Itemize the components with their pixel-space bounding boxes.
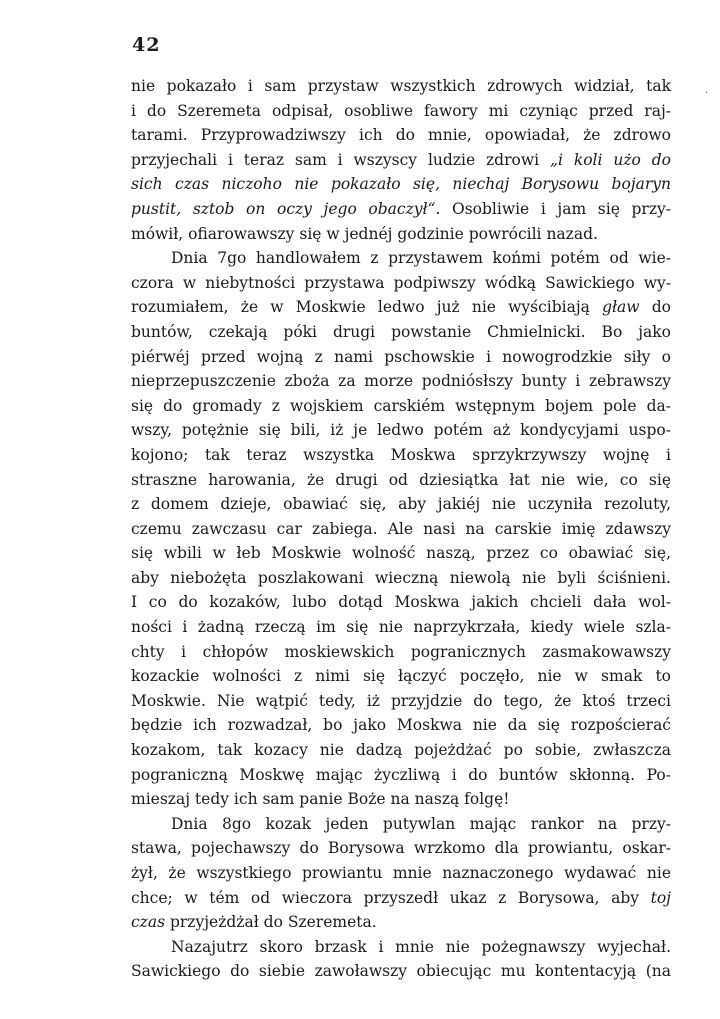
text-span: Sawickiego do siebie zawoławszy obiecując mu kontentacyją (na (131, 962, 671, 981)
text-line (131, 861, 671, 886)
text-line (131, 787, 671, 812)
italic-text: pustit, sztob on oczy jego obaczył“. (131, 199, 441, 218)
text-line (131, 246, 671, 271)
text-span: do (639, 298, 671, 317)
text-line (131, 492, 671, 517)
text-line (131, 664, 671, 689)
text-line (131, 812, 671, 837)
text-line (131, 713, 671, 738)
text-line (131, 148, 671, 173)
italic-text: „i koli użo do (549, 150, 671, 169)
text-line (131, 566, 671, 591)
text-span: Moskwie. Nie wątpić tedy, iż przyjdzie do tego, że ktoś trzeci (131, 691, 671, 710)
text-span: chty i chłopów moskiewskich pogranicznych zasmakowawszy (131, 642, 671, 661)
text-span: będzie ich rozwadzał, bo jako Moskwa nie da się rozpościerać (131, 716, 671, 735)
text-line (131, 418, 671, 443)
page-number: 42 (132, 34, 161, 56)
text-span: piérwéj przed wojną z nami pschowskie i nowogrodzkie siły o (131, 347, 671, 366)
italic-text: czas (131, 913, 166, 932)
text-span: ności i żadną rzeczą im się nie naprzykrzała, kiedy wiele szla- (131, 618, 671, 637)
text-line (131, 763, 671, 788)
text-line (131, 345, 671, 370)
text-line (131, 541, 671, 566)
text-span: mówił, ofiarowawszy się w jednéj godzinie powrócili nazad. (131, 224, 598, 243)
text-span: kozakom, tak kozacy nie dadzą pojeżdżać po sobie, zwłaszcza (131, 741, 671, 760)
text-span: Osobliwie i jam się przy- (440, 199, 671, 218)
text-line (131, 935, 671, 960)
text-line (131, 394, 671, 419)
text-line (131, 738, 671, 763)
text-line (131, 123, 671, 148)
text-span: tarami. Przyprowadziwszy ich do mnie, opowiadał, że zdrowo (131, 126, 671, 145)
text-line (131, 222, 671, 247)
text-span: czora w niebytności przystawa podpiwszy wódką Sawickiego wy- (131, 273, 671, 292)
text-line (131, 689, 671, 714)
text-span: nie pokazało i sam przystaw wszystkich zdrowych widział, tak (131, 77, 671, 95)
text-span: z domem dzieje, obawiać się, aby jakiéj nie uczyniła rezoluty, (131, 495, 671, 514)
text-line (131, 369, 671, 394)
text-span: i do Szeremeta odpisał, osobliwe fawory mi czyniąc przed raj- (131, 101, 671, 120)
text-line (131, 443, 671, 468)
text-span: wszy, potężnie się bili, iż je ledwo potém aż kondycyjami uspo- (131, 421, 671, 440)
text-span: Nazajutrz skoro brzask i mnie nie pożegnawszy wyjechał. (171, 937, 671, 956)
text-span: pograniczną Moskwę mając życzliwą i do buntów skłonną. Po- (131, 765, 671, 784)
text-span: buntów, czekają póki drugi powstanie Chmielnicki. Bo jako (131, 322, 671, 341)
text-line (131, 910, 671, 935)
text-line (131, 468, 671, 493)
text-span: żył, że wszystkiego prowiantu mnie naznaczonego wydawać nie (131, 864, 671, 882)
text-span: Dnia 8go kozak jeden putywlan mając rankor na przy- (171, 814, 671, 833)
text-line (131, 517, 671, 542)
text-span: nieprzepuszczenie zboża za morze podniósłszy bunty i zebrawszy (131, 372, 671, 391)
text-span: kozackie wolności z nimi się łączyć poczęło, nie w smak to (131, 667, 671, 686)
text-span: przyjeżdżał do Szeremeta. (165, 913, 377, 932)
text-span: przyjechali i teraz sam i wszyscy ludzie zdrowi (131, 150, 550, 169)
italic-text: toj (650, 888, 671, 907)
text-span: aby niebożęta poszlakowani wieczną niewolą nie byli ściśnieni. (131, 568, 671, 587)
text-span: kojono; tak teraz wszystka Moskwa sprzykrzywszy wojnę i (131, 445, 671, 464)
text-line (131, 640, 671, 665)
italic-text: sich czas niczoho nie pokazało się, niechaj Borysowu bojaryn (131, 175, 671, 194)
text-span: się wbili w łeb Moskwie wolność naszą, przez co obawiać się, (131, 544, 671, 563)
text-line (131, 74, 671, 99)
text-line (131, 886, 671, 911)
text-span: I co do kozaków, lubo dotąd Moskwa jakich chcieli dała wol- (131, 593, 671, 612)
text-span: rozumiałem, że w Moskwie ledwo już nie wyścibiają (131, 298, 603, 317)
text-line (131, 320, 671, 345)
text-line (131, 836, 671, 861)
text-line (131, 959, 671, 984)
text-line (131, 295, 671, 320)
text-line (131, 197, 671, 222)
text-line (131, 590, 671, 615)
margin-mark: · (705, 88, 709, 99)
text-span: czemu zawczasu car zabiega. Ale nasi na carskie imię zdawszy (131, 519, 671, 538)
text-span: mieszaj tedy ich sam panie Boże na naszą folgę! (131, 790, 510, 809)
text-line (131, 99, 671, 124)
text-line (131, 271, 671, 296)
text-span: chce; w tém od wieczora przyszedł ukaz z Borysowa, aby (131, 888, 651, 907)
text-span: stawa, pojechawszy do Borysowa wrzkomo dla prowiantu, oskar- (131, 839, 671, 858)
text-line (131, 615, 671, 640)
text-line (131, 172, 671, 197)
text-span: straszne harowania, że drugi od dziesiątka łat nie wie, co się (131, 470, 671, 489)
italic-text: gław (602, 298, 640, 317)
body-text (131, 74, 671, 984)
text-span: Dnia 7go handlowałem z przystawem końmi potém od wie- (171, 249, 671, 268)
text-span: się do gromady z wojskiem carskiém wstępnym bojem pole da- (131, 396, 671, 415)
